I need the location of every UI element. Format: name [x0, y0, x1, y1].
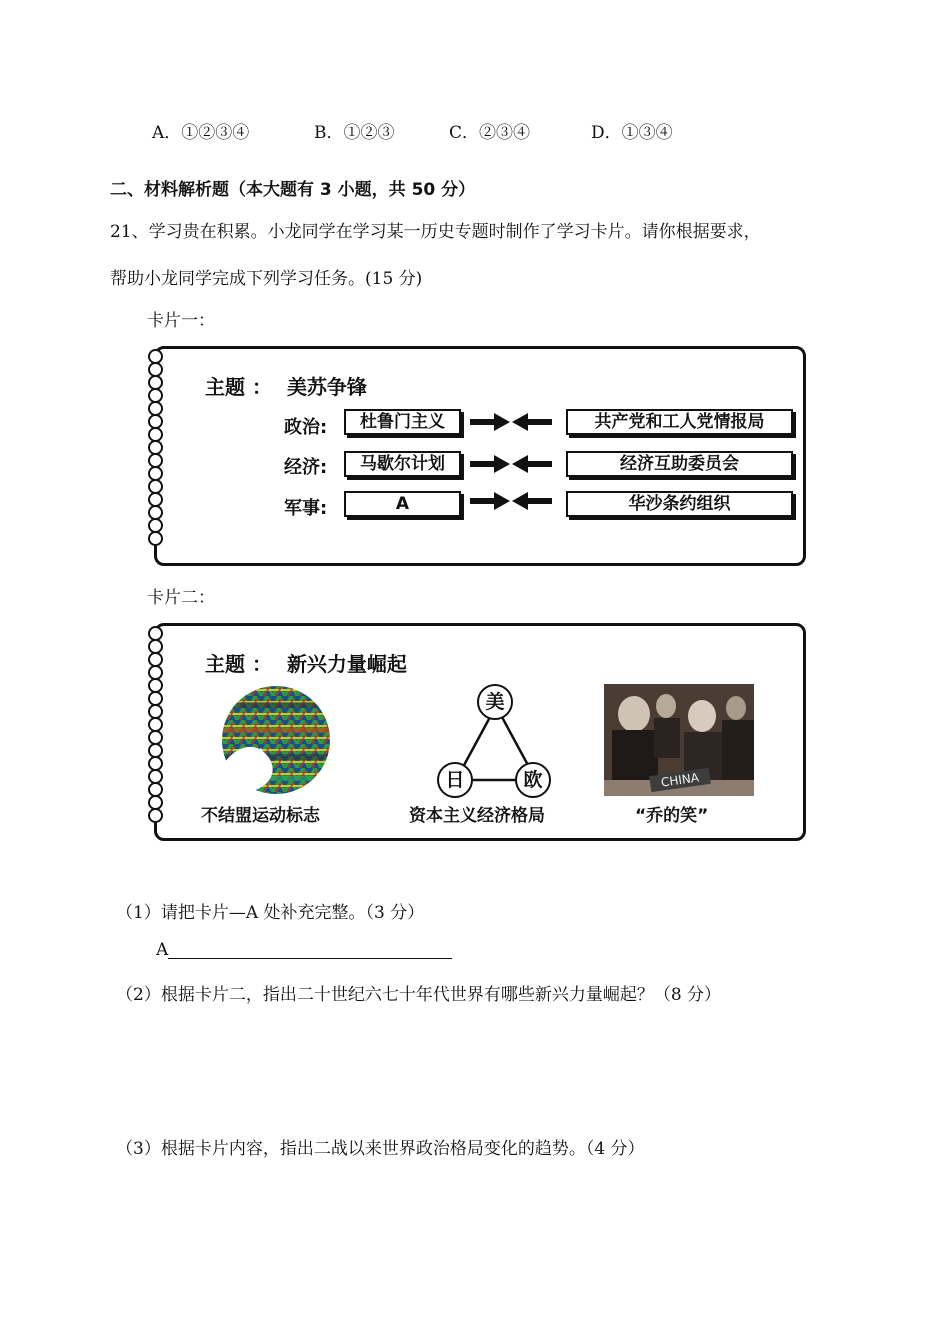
spiral-binding: [148, 626, 164, 838]
versus-arrows-icon: [470, 412, 552, 432]
sub-question-1: （1）请把卡片—A 处补充完整。（3 分）: [116, 903, 425, 923]
non-aligned-logo-icon: [213, 684, 339, 796]
section-title: 二、材料解析题（本大题有 3 小题，共 50 分）: [110, 180, 476, 200]
spiral-binding: [148, 349, 164, 563]
qiao-laugh-photo: [604, 684, 754, 796]
answer-label-a: A: [156, 940, 169, 960]
theme-prefix: 主题 ：: [205, 375, 272, 399]
row-category: 政治:: [284, 417, 328, 438]
node-europe: 欧: [515, 762, 551, 798]
theme-prefix: 主题 ：: [205, 652, 272, 676]
row-category: 经济:: [284, 457, 328, 478]
option-a: A．①②③④: [152, 123, 250, 143]
node-japan: 日: [437, 762, 473, 798]
row-left-box: 马歇尔计划: [344, 451, 461, 477]
versus-arrows-icon: [470, 454, 552, 474]
card-1: [154, 346, 806, 566]
theme-title: 新兴力量崛起: [286, 652, 407, 676]
option-c: C．②③④: [449, 123, 531, 143]
theme-title: 美苏争锋: [286, 375, 367, 399]
card1-theme: [205, 371, 367, 400]
row-right-box: 华沙条约组织: [566, 491, 793, 517]
row-right-box: 经济互助委员会: [566, 451, 793, 477]
card1-label: 卡片一：: [147, 311, 215, 331]
row-right-box: 共产党和工人党情报局: [566, 409, 793, 435]
question-line-2: 帮助小龙同学完成下列学习任务。(15 分): [110, 269, 423, 289]
row-left-box: 杜鲁门主义: [344, 409, 461, 435]
option-b: B．①②③: [314, 123, 395, 143]
node-usa: 美: [477, 684, 513, 720]
caption-pattern: 资本主义经济格局: [409, 806, 545, 826]
row-left-box: A: [344, 491, 461, 517]
card-2: [154, 623, 806, 841]
versus-arrows-icon: [470, 491, 552, 511]
sub-question-3: （3）根据卡片内容，指出二战以来世界政治格局变化的趋势。（4 分）: [116, 1139, 645, 1159]
sub-question-2: （2）根据卡片二，指出二十世纪六七十年代世界有哪些新兴力量崛起？（8 分）: [116, 985, 722, 1005]
answer-line[interactable]: [168, 958, 452, 959]
card2-label: 卡片二：: [147, 588, 215, 608]
china-nameplate: CHINA: [649, 768, 711, 792]
option-d: D．①③④: [591, 123, 673, 143]
caption-nam: 不结盟运动标志: [201, 806, 320, 826]
caption-qiao: “乔的笑”: [635, 806, 709, 826]
question-line-1: 21、学习贵在积累。小龙同学在学习某一历史专题时制作了学习卡片。请你根据要求，: [110, 222, 761, 242]
card2-theme: [205, 648, 407, 677]
row-category: 军事:: [284, 498, 328, 519]
